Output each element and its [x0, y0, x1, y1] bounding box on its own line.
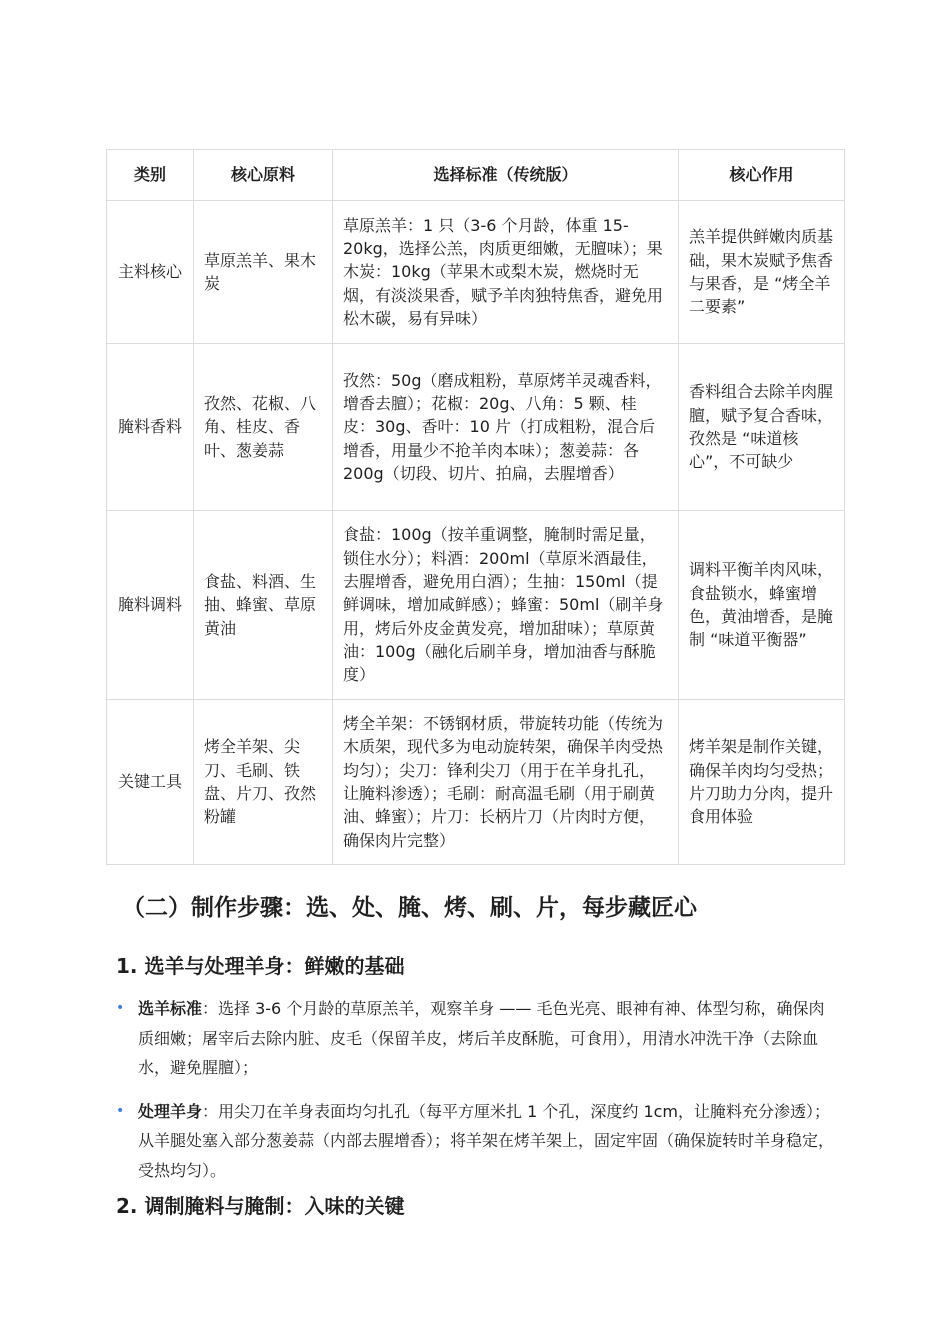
- cell-role: 羔羊提供鲜嫩肉质基础，果木炭赋予焦香与果香，是 “烤全羊二要素”: [679, 201, 845, 344]
- cell-materials: 食盐、料酒、生抽、蜂蜜、草原黄油: [194, 511, 333, 700]
- cell-materials: 烤全羊架、尖刀、毛刷、铁盘、片刀、孜然粉罐: [194, 700, 333, 865]
- step2-title: 2. 调制腌料与腌制：入味的关键: [116, 1194, 405, 1218]
- bullet-text: ：用尖刀在羊身表面均匀扎孔（每平方厘米扎 1 个孔，深度约 1cm，让腌料充分渗透）；从羊腿处塞入部分葱姜蒜（内部去腥增香）；将羊架在烤羊架上，固定牢固（确保旋转时羊身稳定，受热均匀）。: [138, 1101, 835, 1180]
- table-row: [107, 201, 845, 344]
- header-materials: 核心原料: [194, 150, 333, 201]
- cell-criteria: 食盐：100g（按羊重调整，腌制时需足量，锁住水分）；料酒：200ml（草原米酒最佳，去腥增香，避免用白酒）；生抽：150ml（提鲜调味，增加咸鲜感）；蜂蜜：50ml（刷羊身用，烤后外皮金黄发亮，增加甜味）；草原黄油：100g（融化后刷羊身，增加油香与酥脆度）: [333, 511, 679, 700]
- cell-criteria: 烤全羊架：不锈钢材质，带旋转功能（传统为木质架，现代多为电动旋转架，确保羊肉受热均匀）；尖刀：锋利尖刀（用于在羊身扎孔，让腌料渗透）；毛刷：耐高温毛刷（用于刷黄油、蜂蜜）；片刀：长柄片刀（片肉时方便，确保肉片完整）: [333, 700, 679, 865]
- cell-category: 腌料香料: [107, 344, 194, 511]
- table-row: [107, 700, 845, 865]
- cell-materials: 孜然、花椒、八角、桂皮、香叶、葱姜蒜: [194, 344, 333, 511]
- table-header-row: [107, 150, 845, 201]
- cell-criteria: 草原羔羊：1 只（3-6 个月龄，体重 15-20kg，选择公羔，肉质更细嫩，无膻味）；果木炭：10kg（苹果木或梨木炭，燃烧时无烟，有淡淡果香，赋予羊肉独特焦香，避免用松木碳，易有异味）: [333, 201, 679, 344]
- table-row: [107, 344, 845, 511]
- cell-category: 关键工具: [107, 700, 194, 865]
- cell-materials: 草原羔羊、果木炭: [194, 201, 333, 344]
- cell-role: 调料平衡羊肉风味，食盐锁水，蜂蜜增色，黄油增香，是腌制 “味道平衡器”: [679, 511, 845, 700]
- cell-criteria: 孜然：50g（磨成粗粉，草原烤羊灵魂香料，增香去膻）；花椒：20g、八角：5 颗、桂皮：30g、香叶：10 片（打成粗粉，混合后增香，用量少不抢羊肉本味）；葱姜蒜：各 200g（切段、切片、拍扁，去腥增香）: [333, 344, 679, 511]
- cell-category: 腌料调料: [107, 511, 194, 700]
- ingredients-table: [106, 149, 845, 865]
- bullet-label: 处理羊身: [138, 1101, 203, 1121]
- step1-title: 1. 选羊与处理羊身：鲜嫩的基础: [116, 954, 405, 978]
- header-role: 核心作用: [679, 150, 845, 201]
- bullet-icon: •: [116, 1000, 125, 1016]
- bullet-icon: •: [116, 1102, 125, 1119]
- table-row: [107, 511, 845, 700]
- list-item: [116, 994, 836, 1083]
- list-item: [116, 1097, 836, 1186]
- section-title: （二）制作步骤：选、处、腌、烤、刷、片，每步藏匠心: [122, 895, 697, 921]
- bullet-text: ：选择 3-6 个月龄的草原羔羊，观察羊身 —— 毛色光亮、眼神有神、体型匀称，确保肉质细嫩；屠宰后去除内脏、皮毛（保留羊皮，烤后羊皮酥脆，可食用），用清水冲洗干净（去除血水，避免腥膻）；: [138, 999, 825, 1077]
- header-criteria: 选择标准（传统版）: [333, 150, 679, 201]
- bullet-label: 选羊标准: [138, 999, 203, 1018]
- cell-role: 烤羊架是制作关键，确保羊肉均匀受热；片刀助力分肉，提升食用体验: [679, 700, 845, 865]
- step1-list: [116, 994, 836, 1199]
- cell-role: 香料组合去除羊肉腥膻，赋予复合香味，孜然是 “味道核心”，不可缺少: [679, 344, 845, 511]
- header-category: 类别: [107, 150, 194, 201]
- cell-category: 主料核心: [107, 201, 194, 344]
